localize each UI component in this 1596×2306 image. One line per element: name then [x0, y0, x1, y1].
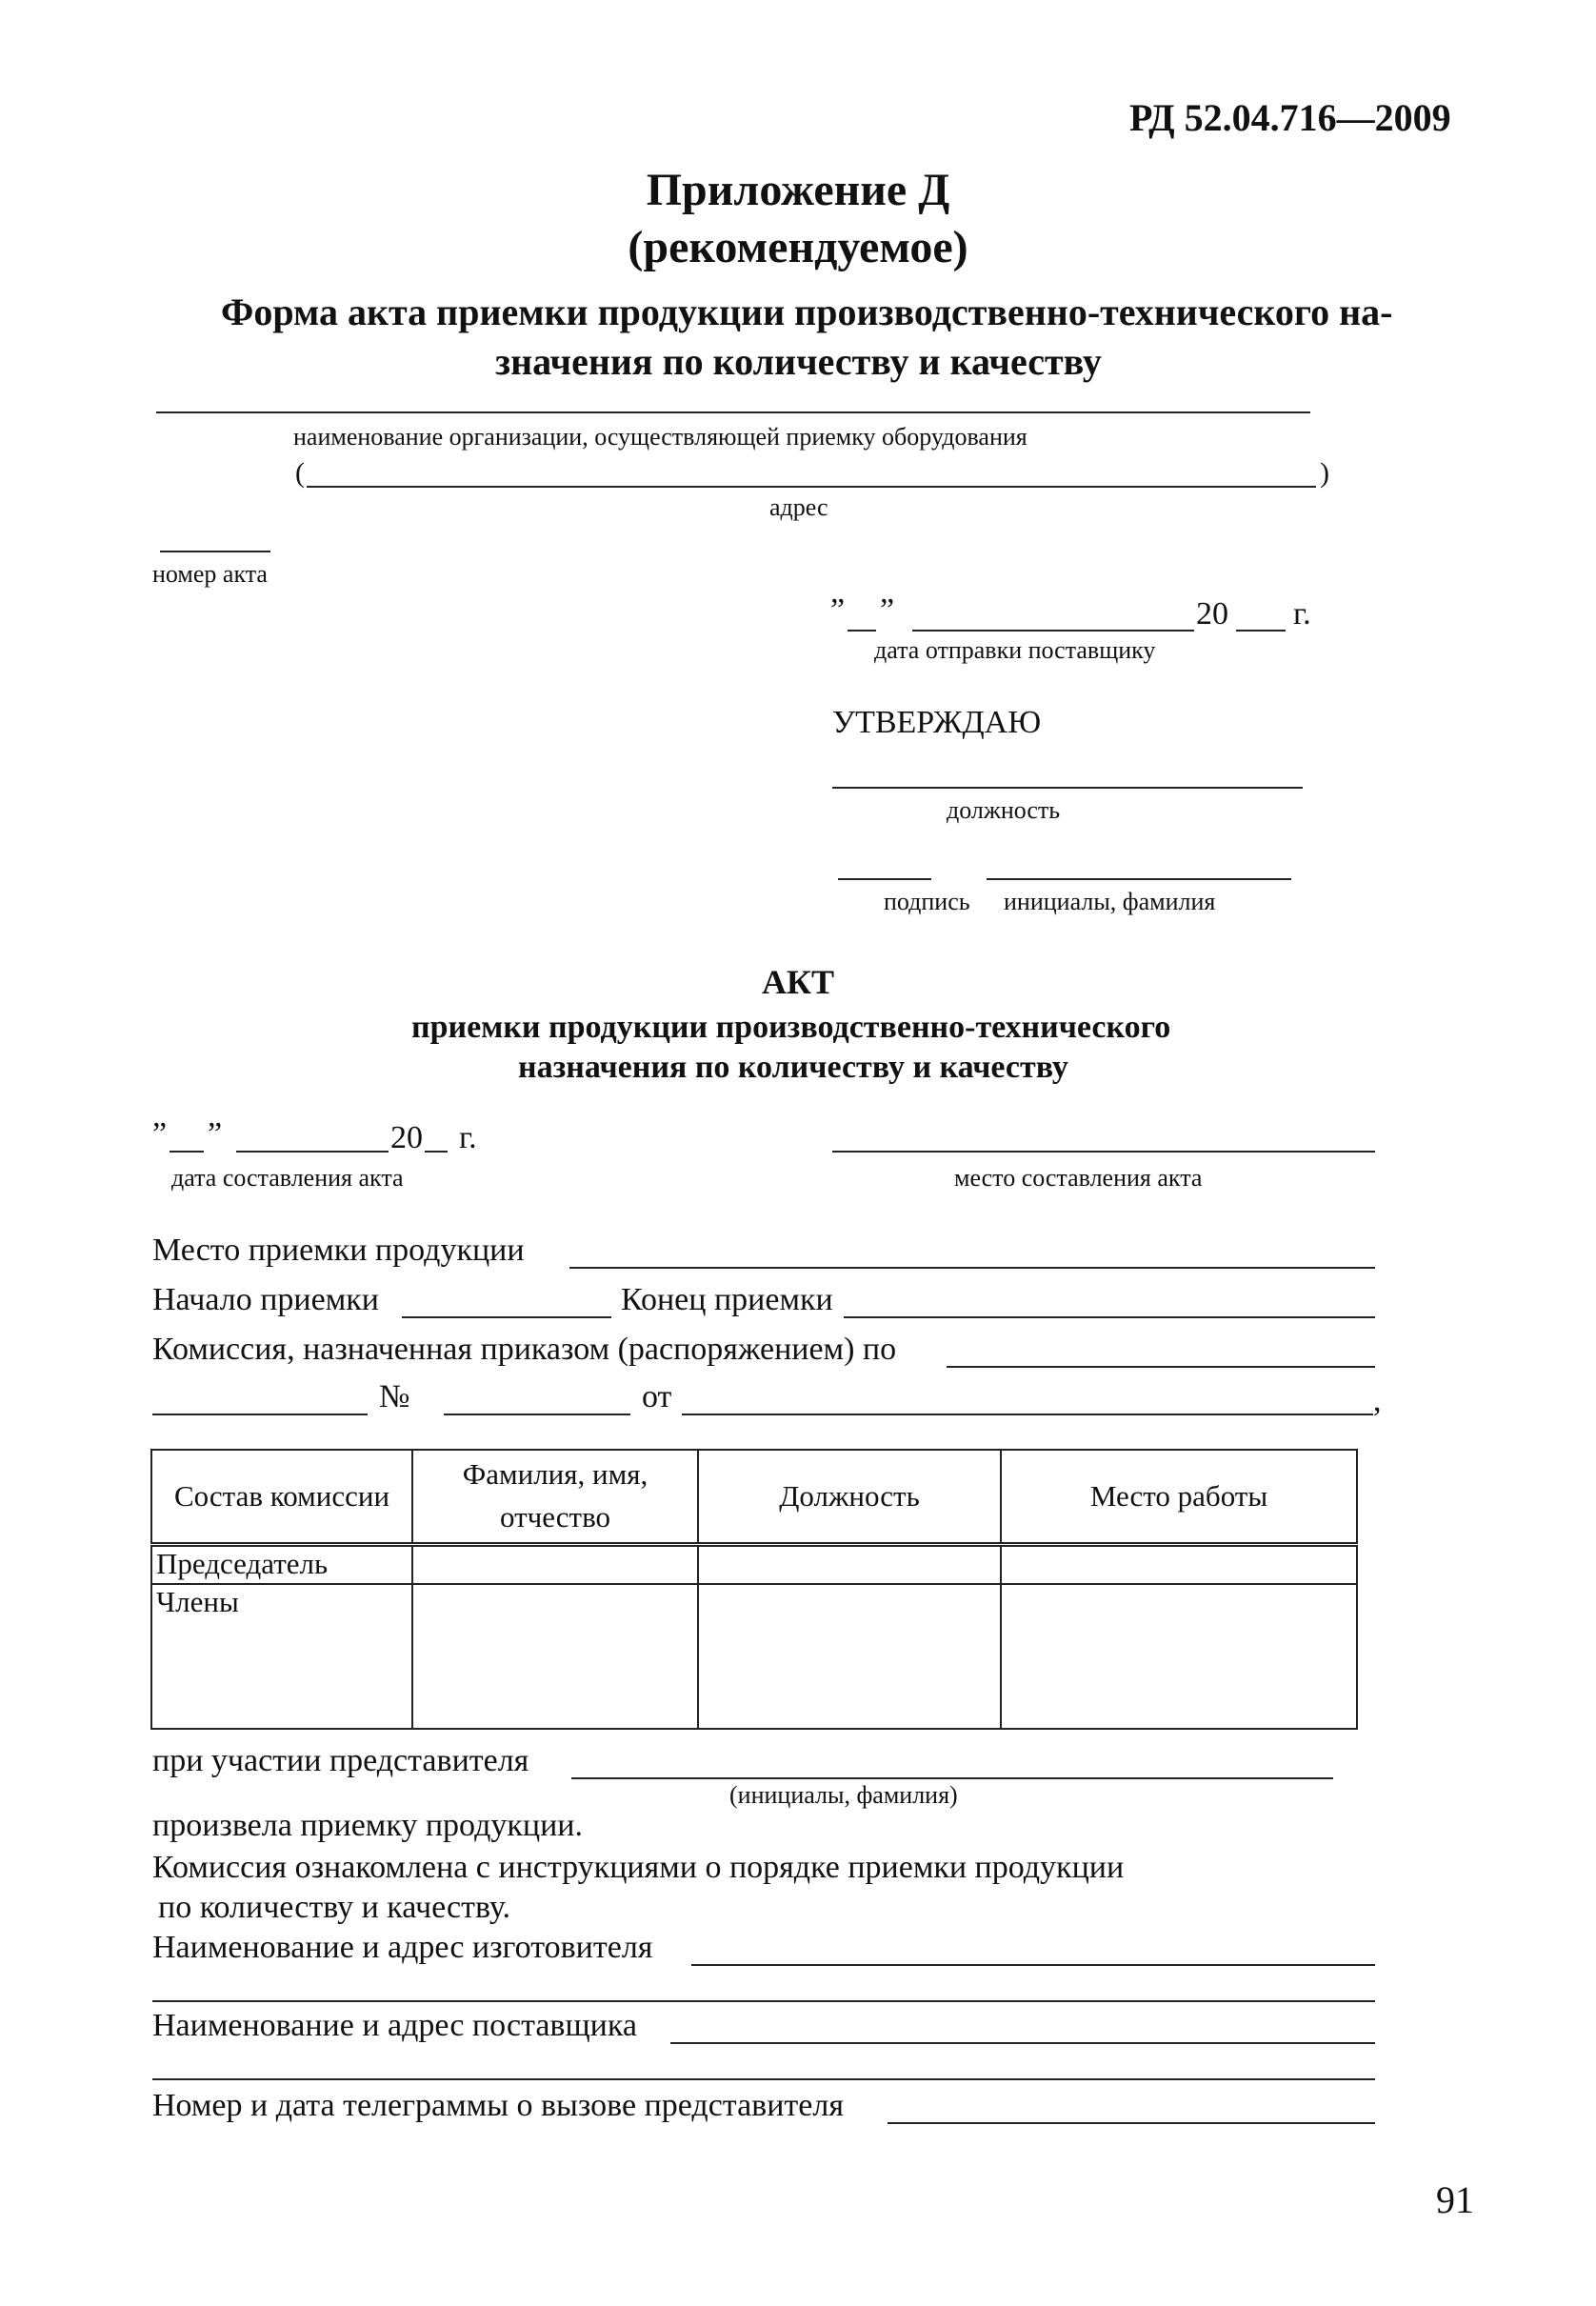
manufacturer-line-2: [152, 2000, 1375, 2002]
act-place-caption: место составления акта: [954, 1164, 1203, 1192]
act-date-year: 20: [390, 1120, 423, 1155]
address-close-paren: ): [1320, 457, 1329, 489]
send-date-year-suffix: г.: [1293, 596, 1311, 632]
act-date-year-line: [425, 1151, 448, 1153]
number-sign: №: [379, 1379, 410, 1414]
act-subtitle-line2: назначения по количеству и качеству: [518, 1050, 1068, 1085]
form-title-line1: Форма акта приемки продукции производственно-технического на-: [221, 291, 1393, 333]
start-line: [402, 1316, 611, 1318]
act-date-month-line: [236, 1151, 389, 1153]
address-open-paren: (: [295, 457, 305, 489]
approval-heading: УТВЕРЖДАЮ: [832, 705, 1042, 740]
address-line: [307, 486, 1316, 488]
commission-order-line: [947, 1366, 1375, 1368]
trailing-comma: ,: [1373, 1383, 1382, 1418]
document-code: РД 52.04.716—2009: [1129, 96, 1451, 139]
send-date-year-prefix: 20: [1196, 596, 1228, 632]
supplier-label: Наименование и адрес поставщика: [152, 2008, 637, 2043]
act-date-quote-open: ”: [152, 1116, 168, 1152]
table-cell: [698, 1545, 1001, 1585]
appendix-subtitle: (рекомендуемое): [628, 222, 968, 272]
commission-table: [150, 1449, 1358, 1730]
instructions-line1: Комиссия ознакомлена с инструкциями о порядке приемки продукции: [152, 1850, 1125, 1885]
performed-text: произвела приемку продукции.: [152, 1808, 583, 1843]
manufacturer-label: Наименование и адрес изготовителя: [152, 1930, 653, 1965]
table-row: [151, 1584, 1357, 1729]
supplier-line: [670, 2042, 1375, 2044]
send-date-quote-close: ”: [880, 592, 895, 628]
send-date-month-line: [912, 630, 1194, 632]
order-issuer-line: [152, 1414, 368, 1415]
position-line: [832, 787, 1303, 789]
send-date-day-line: [848, 630, 876, 632]
act-number-caption: номер акта: [152, 560, 268, 588]
row-label-chairman: Председатель: [151, 1545, 412, 1585]
address-caption: адрес: [769, 493, 828, 521]
table-cell: [698, 1584, 1001, 1729]
end-label: Конец приемки: [621, 1282, 833, 1317]
position-caption: должность: [947, 796, 1061, 824]
commission-label: Комиссия, назначенная приказом (распоряжением) по: [152, 1332, 897, 1367]
representative-line: [571, 1777, 1333, 1779]
table-cell: [412, 1584, 698, 1729]
signature-caption: подпись: [884, 888, 970, 915]
start-label: Начало приемки: [152, 1282, 379, 1317]
act-title: АКТ: [761, 963, 835, 1001]
org-caption: наименование организации, осуществляющей приемку оборудования: [293, 423, 1027, 451]
manufacturer-line: [691, 1964, 1375, 1966]
supplier-line-2: [152, 2078, 1375, 2080]
representative-label: при участии представителя: [152, 1743, 529, 1778]
appendix-title: Приложение Д: [646, 165, 950, 215]
send-date-caption: дата отправки поставщику: [874, 636, 1156, 664]
org-name-line: [156, 411, 1310, 413]
act-date-suffix: г.: [459, 1120, 477, 1155]
row-label-members: Члены: [151, 1584, 412, 1729]
act-place-line: [832, 1151, 1375, 1153]
act-date-caption: дата составления акта: [171, 1164, 404, 1192]
instructions-line2: по количеству и качеству.: [158, 1890, 510, 1925]
act-date-day-line: [170, 1151, 204, 1153]
initials-caption: инициалы, фамилия: [1004, 888, 1216, 915]
from-label: от: [642, 1379, 672, 1414]
send-date-year-line: [1236, 630, 1286, 632]
table-cell: [1001, 1545, 1357, 1585]
header-composition: Состав комиссии: [151, 1450, 412, 1545]
end-line: [844, 1316, 1375, 1318]
table-cell: [1001, 1584, 1357, 1729]
representative-caption: (инициалы, фамилия): [729, 1781, 958, 1809]
signature-line: [838, 878, 931, 880]
page-number: 91: [1436, 2178, 1474, 2221]
initials-line: [987, 878, 1291, 880]
table-row: [151, 1545, 1357, 1585]
act-number-line: [160, 551, 270, 552]
send-date-quote-open: ”: [830, 592, 846, 628]
act-subtitle-line1: приемки продукции производственно-технического: [411, 1010, 1171, 1045]
form-title-line2: значения по количеству и качеству: [495, 340, 1102, 383]
order-number-line: [444, 1414, 630, 1415]
act-date-quote-close: ”: [208, 1116, 223, 1152]
telegram-line: [888, 2122, 1375, 2124]
table-cell: [412, 1545, 698, 1585]
header-full-name: Фамилия, имя, отчество: [412, 1450, 698, 1545]
acceptance-place-line: [569, 1267, 1375, 1269]
header-position: Должность: [698, 1450, 1001, 1545]
order-date-line: [682, 1414, 1373, 1415]
telegram-label: Номер и дата телеграммы о вызове представителя: [152, 2088, 844, 2123]
header-workplace: Место работы: [1001, 1450, 1357, 1545]
acceptance-place-label: Место приемки продукции: [152, 1233, 525, 1268]
